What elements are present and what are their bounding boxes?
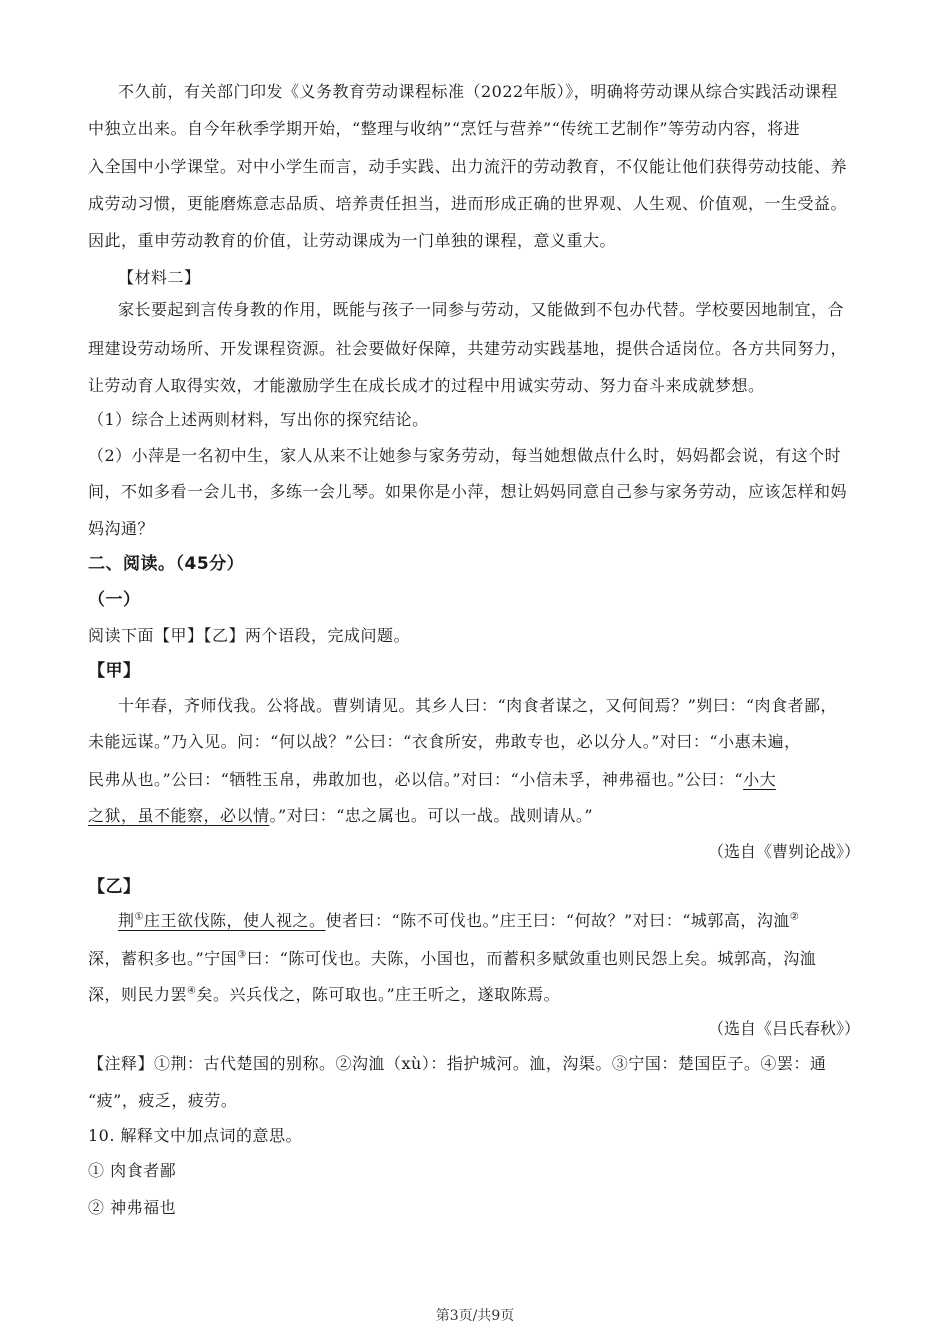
passage-yi-line-3-text-a: 深，则民力罢 (88, 985, 188, 1004)
section-sub-heading: （一） (88, 590, 141, 610)
material2-title: 【材料二】 (118, 268, 201, 287)
note-marker-2: ② (789, 911, 800, 923)
material1-line-1: 不久前，有关部门印发《义务教育劳动课程标准（2022年版）》，明确将劳动课从综合实践活动课程 (118, 82, 838, 101)
material1-line-4: 成劳动习惯，更能磨炼意志品质、培养责任担当，进而形成正确的世界观、人生观、价值观，一生受益。 (88, 194, 848, 213)
passage-yi-line-3-text-b: 矣。兴兵伐之，陈可取也。”庄王听之，遂取陈焉。 (196, 985, 561, 1004)
question-2-line-2: 间，不如多看一会儿书，多练一会儿琴。如果你是小萍，想让妈妈同意自己参与家务劳动，应该怎样和妈 (88, 482, 848, 501)
question-10-stem: 10. 解释文中加点词的意思。 (88, 1126, 303, 1145)
passage-yi-line-3 (88, 985, 560, 1005)
underlined-sentence-text: 庄王欲伐陈，使人视之。 (143, 911, 326, 930)
section-heading: 二、阅读。（45分） (88, 554, 245, 574)
passage-jia-source: （选自《曹刿论战》） (707, 842, 860, 861)
material2-line-1: 家长要起到言传身教的作用，既能与孩子一同参与劳动，又能做到不包办代替。学校要因地制宜，合 (118, 300, 845, 319)
underlined-phrase-end: 之狱，虽不能察，必以情 (88, 806, 270, 825)
section-instruction: 阅读下面【甲】【乙】两个语段，完成问题。 (88, 626, 411, 645)
note-marker-3: ③ (237, 949, 247, 961)
passage-yi-label: 【乙】 (88, 877, 141, 897)
underlined-sentence (118, 911, 326, 930)
passage-jia-line-4 (88, 806, 593, 826)
passage-jia-line-2: 未能远谋。”乃入见。问：“何以战？”公曰：“衣食所安，弗敢专也，必以分人。”对曰：“小惠未遍， (88, 732, 801, 751)
question-10-item-1: ① 肉食者鄙 (88, 1161, 177, 1180)
page-number: 第3页/共9页 (435, 1308, 515, 1324)
note-marker-4: ④ (187, 985, 197, 997)
underlined-phrase-start: 小大 (743, 770, 777, 789)
passage-yi-line-2-text-a: 深，蓄积多也。”宁国 (88, 949, 238, 968)
material1-line-5: 因此，重申劳动教育的价值，让劳动课成为一门单独的课程，意义重大。 (88, 231, 617, 250)
question-10-item-2: ② 神弗福也 (88, 1198, 177, 1217)
underlined-sentence-char: 荆 (118, 911, 135, 930)
passage-yi-line-1 (118, 911, 799, 931)
passage-jia-line-3 (88, 770, 776, 790)
material2-line-2: 理建设劳动场所、开发课程资源。社会要做好保障，共建劳动实践基地，提供合适岗位。各方共同努力， (88, 339, 848, 358)
question-1: （1）综合上述两则材料，写出你的探究结论。 (88, 410, 429, 429)
material2-line-3: 让劳动育人取得实效，才能激励学生在成长成才的过程中用诚实劳动、努力奋斗来成就梦想。 (88, 376, 765, 395)
passage-yi-source: （选自《吕氏春秋》） (707, 1019, 860, 1038)
passage-jia-line-3-text: 民弗从也。”公曰：“牺牲玉帛，弗敢加也，必以信。”对曰：“小信未孚，神弗福也。”公曰：“ (88, 770, 744, 789)
note-marker-1: ① (134, 911, 144, 923)
passage-yi-line-2-text-b: 曰：“陈可伐也。夫陈，小国也，而蓄积多赋敛重也则民怨上矣。城郭高，沟洫 (246, 949, 817, 968)
question-2-line-3: 妈沟通？ (88, 519, 155, 538)
notes-line-1: 【注释】①荆：古代楚国的别称。②沟洫（xù）：指护城河。洫，沟渠。③宁国：楚国臣子。④罢：通 (88, 1054, 827, 1073)
question-2-line-1: （2）小萍是一名初中生，家人从来不让她参与家务劳动，每当她想做点什么时，妈妈都会说，有这个时 (88, 446, 842, 465)
material1-line-3: 入全国中小学课堂。对中小学生而言，动手实践、出力流汗的劳动教育，不仅能让他们获得劳动技能、养 (88, 157, 848, 176)
material1-line-2: 中独立出来。自今年秋季学期开始，“整理与收纳”“烹饪与营养”“传统工艺制作”等劳动内容，将进 (88, 119, 801, 138)
passage-jia-label: 【甲】 (88, 661, 141, 681)
passage-yi-line-2 (88, 949, 816, 969)
notes-line-2: “疲”，疲乏，疲劳。 (88, 1091, 238, 1110)
passage-jia-line-1: 十年春，齐师伐我。公将战。曹刿请见。其乡人曰：“肉食者谋之，又何间焉？”刿曰：“肉食者鄙， (118, 696, 838, 715)
passage-yi-line-1-text: 使者曰：“陈不可伐也。”庄王曰：“何故？”对曰：“城郭高，沟洫 (325, 911, 790, 930)
passage-jia-line-4-text: 。”对曰：“忠之属也。可以一战。战则请从。” (269, 806, 594, 825)
